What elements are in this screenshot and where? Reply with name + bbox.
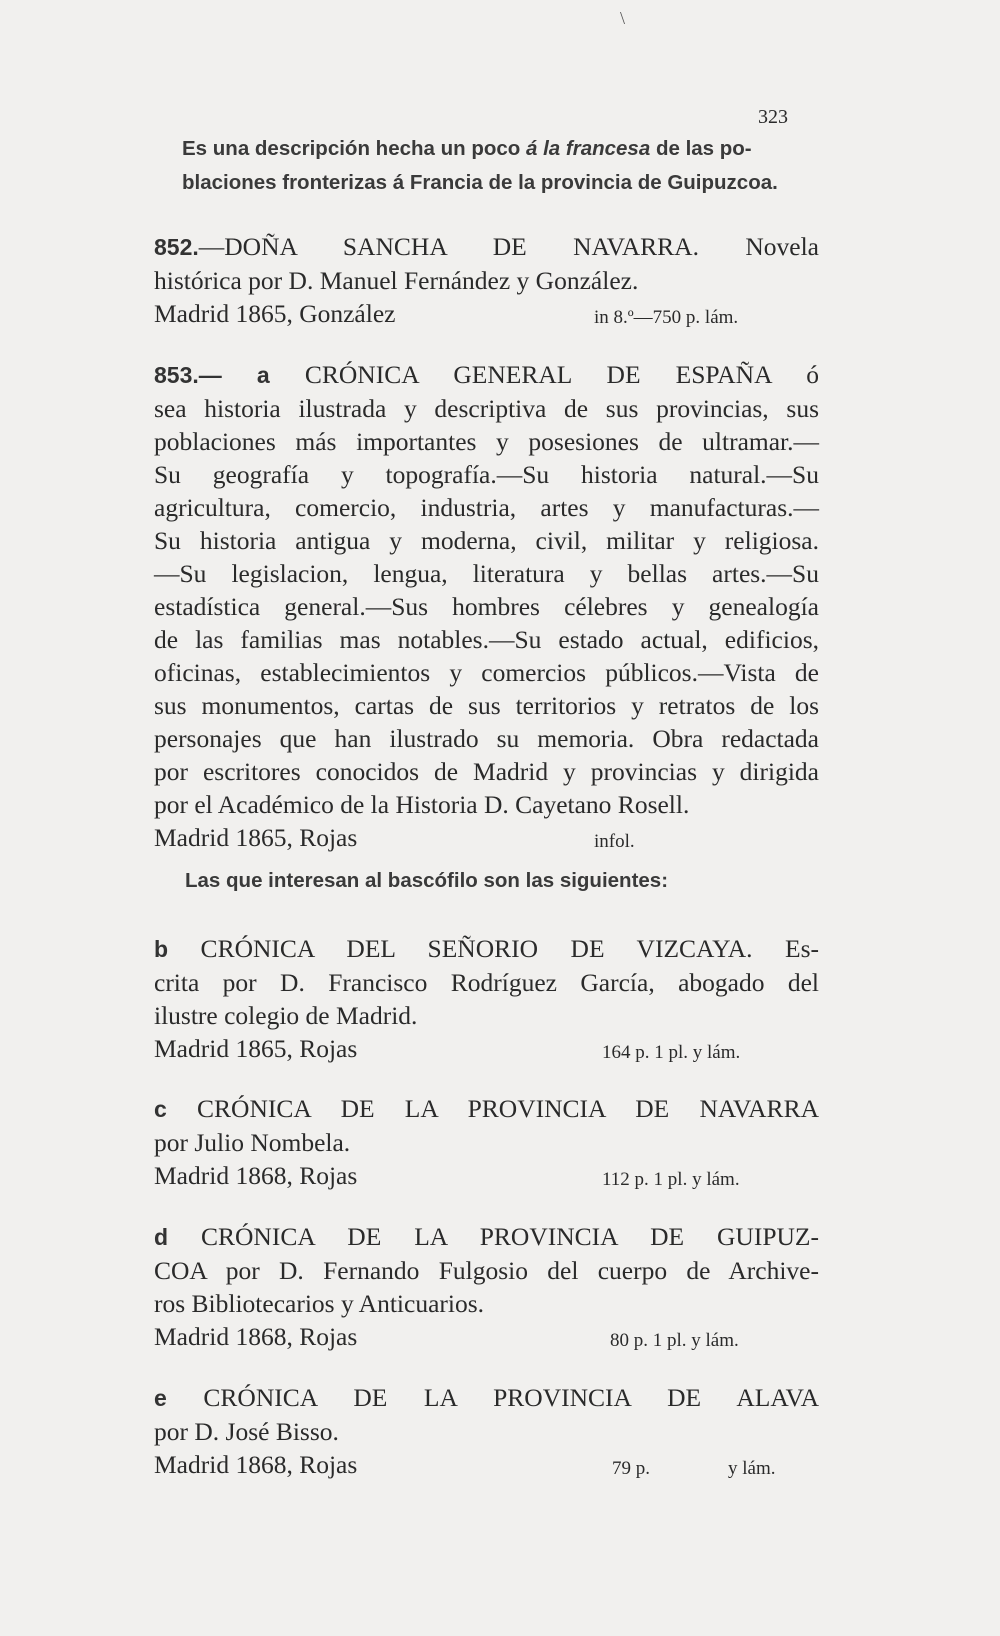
imprint: [154, 1448, 819, 1481]
entry-line: b CRÓNICA DEL SEÑORIO DE VIZCAYA. Es-: [154, 934, 819, 963]
imprint: [154, 1159, 819, 1192]
entry-letter: b: [154, 936, 169, 962]
imprint-place: Madrid 1868, Rojas: [154, 1322, 358, 1351]
entry-b: [154, 932, 819, 1065]
entry-853: [154, 358, 819, 854]
entry-line: personajes que han ilustrado su memoria. Obra redactada: [154, 724, 819, 753]
entry-number: 853.: [154, 362, 199, 388]
entry-line: COA por D. Fernando Fulgosio del cuerpo de Archive-: [154, 1256, 819, 1285]
entry-line: agricultura, comercio, industria, artes y manufacturas.—: [154, 493, 819, 522]
imprint: [154, 1032, 819, 1065]
imprint-format: in 8.º—750 p. lám.: [594, 307, 739, 328]
entry-line: poblaciones más importantes y posesiones de ultramar.—: [154, 427, 819, 456]
entry-line: sus monumentos, cartas de sus territorios y retratos de los: [154, 691, 819, 720]
entry-line: estadística general.—Sus hombres célebres y genealogía: [154, 592, 819, 621]
entry-line: —Su legislacion, lengua, literatura y bellas artes.—Su: [154, 559, 819, 588]
entry-line: Su historia antigua y moderna, civil, militar y religiosa.: [154, 526, 819, 555]
imprint-place: Madrid 1868, Rojas: [154, 1450, 358, 1479]
entry-line: c CRÓNICA DE LA PROVINCIA DE NAVARRA: [154, 1094, 819, 1123]
entry-line: por Julio Nombela.: [154, 1128, 351, 1157]
intro-line-2: blaciones fronterizas á Francia de la provincia de Guipuzcoa.: [182, 171, 778, 194]
entry-line: 852.—DOÑA SANCHA DE NAVARRA. Novela: [154, 232, 819, 261]
entry-line: de las familias mas notables.—Su estado actual, edificios,: [154, 625, 819, 654]
imprint-place: Madrid 1865, Rojas: [154, 1034, 358, 1063]
entry-line: histórica por D. Manuel Fernández y González.: [154, 266, 639, 295]
imprint: [154, 1320, 819, 1353]
imprint-place: Madrid 1868, Rojas: [154, 1161, 358, 1190]
entry-line: crita por D. Francisco Rodríguez García, abogado del: [154, 968, 819, 997]
entry-line: por D. José Bisso.: [154, 1417, 339, 1446]
entry-letter: c: [154, 1096, 167, 1122]
entry-letter: e: [154, 1385, 167, 1411]
entry-line: por el Académico de la Historia D. Cayetano Rosell.: [154, 790, 690, 819]
intro-emphasis: á la francesa: [526, 137, 651, 160]
imprint-format-plates: y lám.: [728, 1458, 776, 1479]
imprint: [154, 297, 819, 330]
entry-line: e CRÓNICA DE LA PROVINCIA DE ALAVA: [154, 1383, 819, 1412]
entry-line: oficinas, establecimientos y comercios públicos.—Vista de: [154, 658, 819, 687]
entry-line: por escritores conocidos de Madrid y provincias y dirigida: [154, 757, 819, 786]
entry-letter: — a: [198, 362, 270, 388]
entry-letter: d: [154, 1224, 169, 1250]
entry-852: [154, 230, 819, 330]
entry-d: [154, 1220, 819, 1353]
imprint-format-pages: 79 p.: [612, 1458, 650, 1479]
entry-c: [154, 1092, 819, 1192]
entry-number: 852.: [154, 234, 199, 260]
intro-line-1: Es una descripción hecha un poco á la francesa de las po-: [182, 137, 752, 160]
bascofilo-note: Las que interesan al bascófilo son las siguientes:: [185, 869, 669, 892]
imprint-place: Madrid 1865, Rojas: [154, 823, 358, 852]
entry-line: 853.— a CRÓNICA GENERAL DE ESPAÑA ó: [154, 360, 819, 389]
imprint: [154, 821, 819, 854]
imprint-format: 164 p. 1 pl. y lám.: [602, 1042, 741, 1063]
entry-line: sea historia ilustrada y descriptiva de sus provincias, sus: [154, 394, 819, 423]
intro-note: [182, 132, 822, 200]
entry-line: ilustre colegio de Madrid.: [154, 1001, 418, 1030]
corner-mark: \: [620, 8, 626, 28]
entry-line: ros Bibliotecarios y Anticuarios.: [154, 1289, 485, 1318]
imprint-place: Madrid 1865, González: [154, 299, 396, 328]
page-number: 323: [758, 106, 788, 128]
imprint-format: 112 p. 1 pl. y lám.: [602, 1169, 740, 1190]
entry-e: [154, 1381, 819, 1481]
imprint-format: 80 p. 1 pl. y lám.: [610, 1330, 739, 1351]
entry-line: d CRÓNICA DE LA PROVINCIA DE GUIPUZ-: [154, 1222, 819, 1251]
imprint-format: infol.: [594, 831, 635, 852]
entry-line: Su geografía y topografía.—Su historia natural.—Su: [154, 460, 819, 489]
